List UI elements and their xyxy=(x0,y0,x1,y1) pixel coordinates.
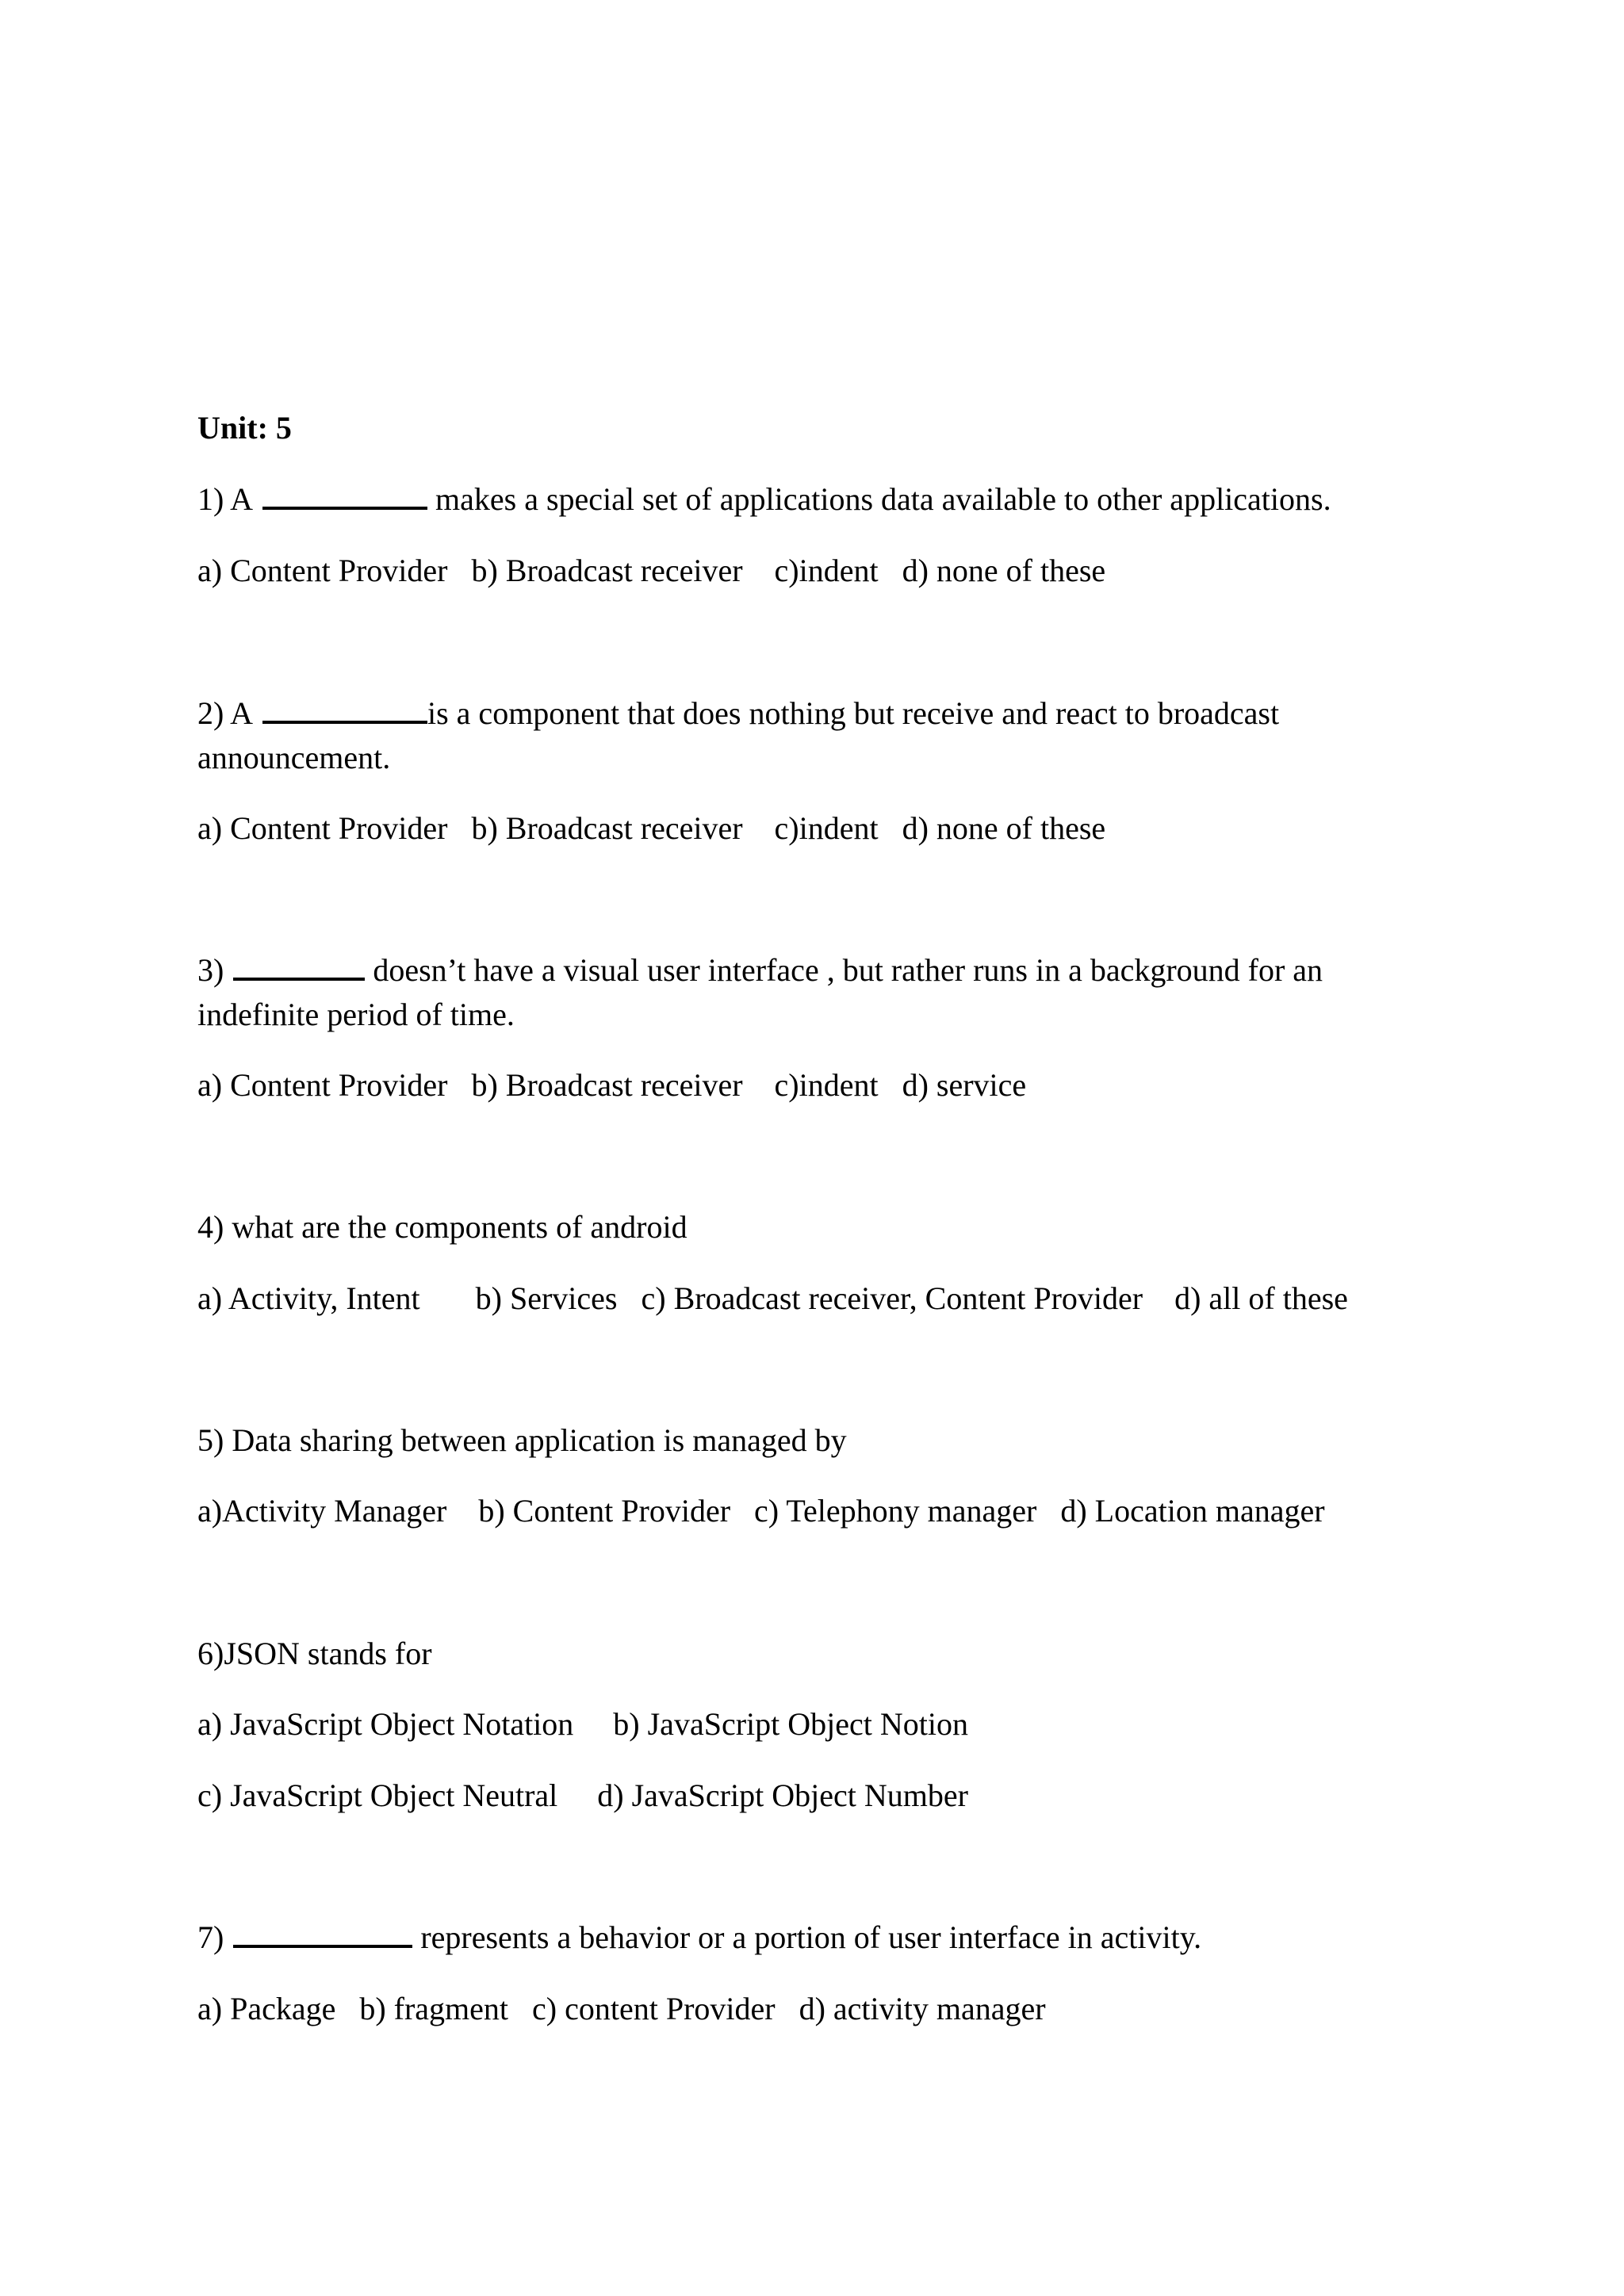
question-7-suffix: represents a behavior or a portion of user interface in activity. xyxy=(412,1919,1202,1955)
question-2-prefix: 2) A xyxy=(197,695,253,731)
question-1-options: a) Content Provider b) Broadcast receiver c)indent d) none of these xyxy=(197,553,1106,588)
question-4-options: a) Activity, Intent b) Services c) Broadcast receiver, Content Provider d) all of these xyxy=(197,1280,1348,1316)
question-5-options: a)Activity Manager b) Content Provider c) Telephony manager d) Location manager xyxy=(197,1493,1325,1529)
question-6-options-row-1: a) JavaScript Object Notation b) JavaScript Object Notion xyxy=(197,1706,968,1742)
question-6-options-row-2: c) JavaScript Object Neutral d) JavaScript Object Number xyxy=(197,1777,968,1813)
answer-blank xyxy=(233,957,365,981)
question-3-stem-continued: indefinite period of time. xyxy=(197,997,515,1032)
answer-blank xyxy=(262,486,427,510)
question-1-stem xyxy=(197,480,1331,519)
question-7-stem xyxy=(197,1919,1201,1957)
question-7-prefix: 7) xyxy=(197,1919,224,1955)
question-3-stem xyxy=(197,951,1323,989)
answer-blank xyxy=(262,700,427,724)
question-7-options: a) Package b) fragment c) content Provider d) activity manager xyxy=(197,1991,1046,2026)
question-1-suffix: makes a special set of applications data available to other applications. xyxy=(427,481,1331,517)
question-3-prefix: 3) xyxy=(197,952,224,988)
question-2-stem-continued: announcement. xyxy=(197,740,391,775)
question-2-options: a) Content Provider b) Broadcast receiver c)indent d) none of these xyxy=(197,810,1106,846)
question-2-suffix: is a component that does nothing but receive and react to broadcast xyxy=(427,695,1280,731)
question-6-stem: 6)JSON stands for xyxy=(197,1636,432,1671)
question-1-prefix: 1) A xyxy=(197,481,253,517)
question-3-options: a) Content Provider b) Broadcast receiver c)indent d) service xyxy=(197,1067,1027,1103)
question-5-stem: 5) Data sharing between application is managed by xyxy=(197,1422,847,1458)
question-3-suffix: doesn’t have a visual user interface , but rather runs in a background for an xyxy=(365,952,1323,988)
question-2-stem xyxy=(197,695,1279,733)
question-4-stem: 4) what are the components of android xyxy=(197,1209,688,1245)
unit-title: Unit: 5 xyxy=(197,410,292,446)
answer-blank xyxy=(233,1924,412,1948)
